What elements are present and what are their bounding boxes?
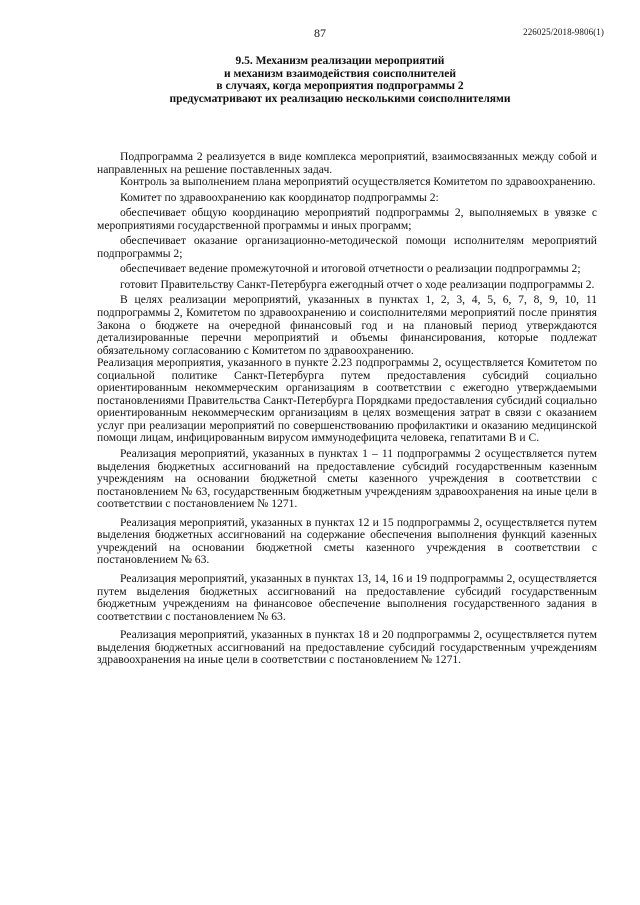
paragraph: Реализация мероприятий, указанных в пунктах 1 – 11 подпрограммы 2 осуществляется путем выделения бюджетных ассигнований на предоставление субсидий государственным казенным учреждениям на основании бюджетной сметы казенного учреждения в соответствии с постановлением № 63, государственным бюджетным учреждениям здравоохранения на иные цели в соответствии с постановлением № 1271. xyxy=(97,447,597,511)
paragraph: обеспечивает ведение промежуточной и итоговой отчетности о реализации подпрограммы 2; xyxy=(120,262,581,276)
document-id: 226025/2018-9806(1) xyxy=(523,27,604,37)
page-number: 87 xyxy=(314,26,326,40)
paragraph: В целях реализации мероприятий, указанных в пунктах 1, 2, 3, 4, 5, 6, 7, 8, 9, 10, 11 подпрограммы 2, Комитетом по здравоохранению и соисполнителями мероприятий после принятия Закона о бюджете на очередной финансовый год и на плановый период утверждаются детализированные перечни мероприятий и объемы финансирования, которые подлежат обязательному согласованию с Комитетом по здравоохранению. xyxy=(97,293,597,357)
paragraph: Комитет по здравоохранению как координатор подпрограммы 2: xyxy=(120,190,439,204)
body-text xyxy=(97,151,597,667)
section-title-line: 9.5. Механизм реализации мероприятий xyxy=(235,55,445,67)
section-title xyxy=(100,55,580,105)
section-title-line: в случаях, когда мероприятия подпрограммы 2 xyxy=(216,80,464,93)
section-title-line: предусматривают их реализацию несколькими соисполнителями xyxy=(169,92,511,105)
paragraph: обеспечивает оказание организационно-методической помощи исполнителям мероприятий подпрограммы 2; xyxy=(97,234,597,260)
paragraph: Реализация мероприятий, указанных в пунктах 18 и 20 подпрограммы 2, осуществляется путем выделения бюджетных ассигнований на предоставление субсидий государственным учреждениям здравоохранения на иные цели в соответствии с постановлением № 1271. xyxy=(97,628,597,667)
paragraph: готовит Правительству Санкт-Петербурга ежегодный отчет о ходе реализации подпрограммы 2. xyxy=(120,277,595,291)
paragraph: Реализация мероприятий, указанных в пунктах 12 и 15 подпрограммы 2, осуществляется путем выделения бюджетных ассигнований на содержание обеспечения выполнения функций казенных учреждений на основании бюджетной сметы казенного учреждения в соответствии с постановлением № 63. xyxy=(97,515,597,567)
paragraph: Контроль за выполнением плана мероприятий осуществляется Комитетом по здравоохранению. xyxy=(120,175,596,189)
paragraph: обеспечивает общую координацию мероприятий подпрограммы 2, выполняемых в увязке с мероприятиями государственной программы и иных программ; xyxy=(97,206,597,232)
section-title-line: и механизм взаимодействия соисполнителей xyxy=(224,67,456,80)
paragraph: Реализация мероприятий, указанных в пунктах 13, 14, 16 и 19 подпрограммы 2, осуществляется путем выделения бюджетных ассигнований на предоставление субсидий государственным бюджетным учреждениям на финансовое обеспечение выполнения государственного задания в соответствии с постановлением № 63. xyxy=(97,571,597,623)
paragraph: Реализация мероприятия, указанного в пункте 2.23 подпрограммы 2, осуществляется Комитетом по социальной политике Санкт-Петербурга путем предоставления субсидий социально ориентированным некоммерческим организациям в соответствии с ежегодно утверждаемыми постановлениями Правительства Санкт-Петербурга Порядками предоставления субсидий социально ориентированным некоммерческим организациям в целях возмещения затрат в связи с оказанием услуг при реализации мероприятий по совершенствованию профилактики и оказанию медицинской помощи лицам, инфицированным вирусом иммунодефицита человека, гепатитами В и С. xyxy=(97,356,597,445)
paragraph: Подпрограмма 2 реализуется в виде комплекса мероприятий, взаимосвязанных между собой и направленных на решение поставленных задач. xyxy=(97,150,597,176)
